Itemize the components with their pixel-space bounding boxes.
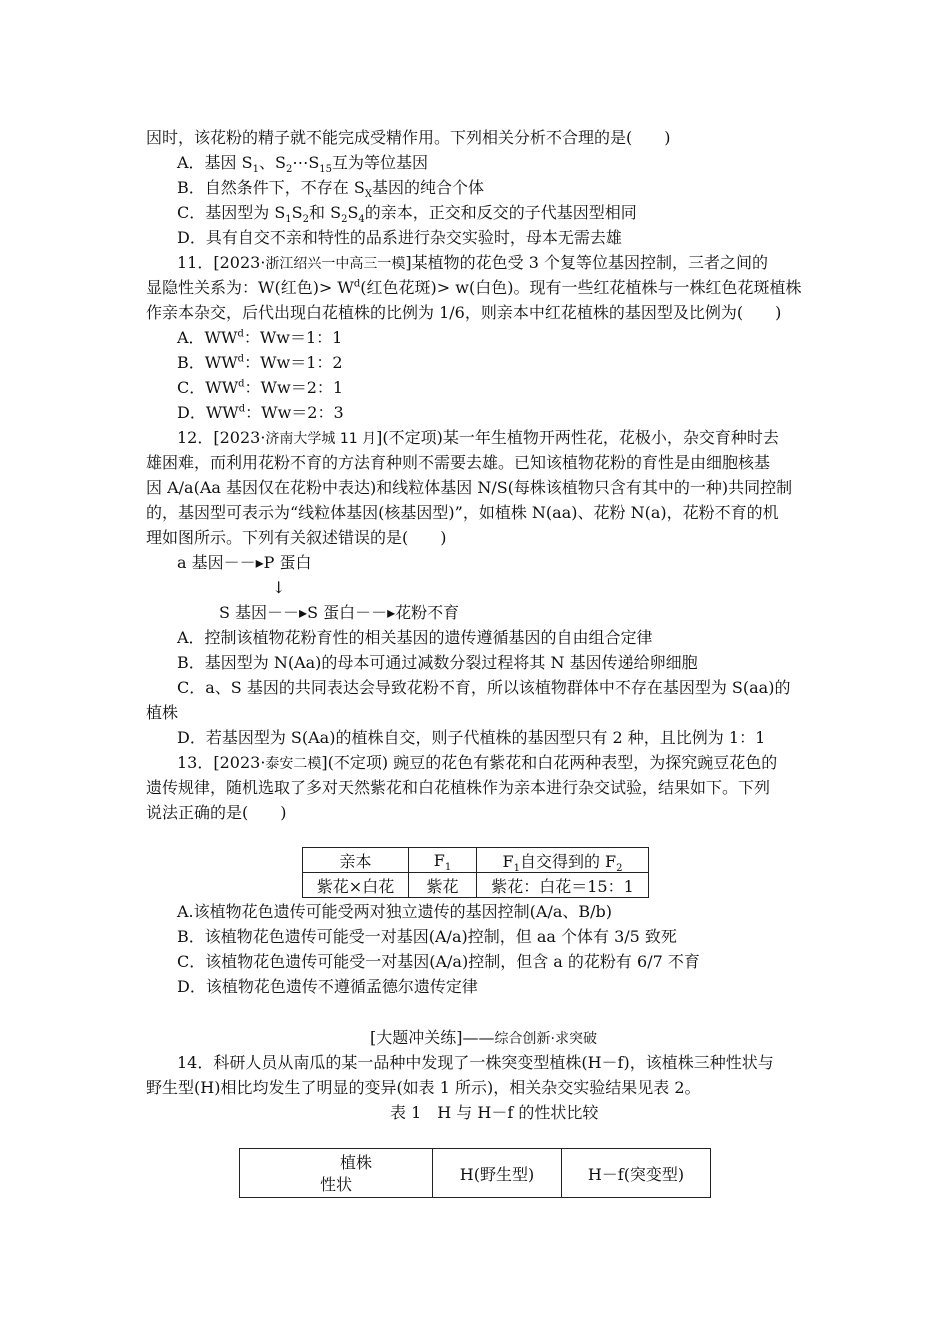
q13-stem-line2: 遗传规律，随机选取了多对天然紫花和白花植株作为亲本进行杂交试验，结果如下。下列 (146, 778, 771, 797)
q12-stem-line4: 的，基因型可表示为“线粒体基因(核基因型)”，如植株 N(aa)、花粉 N(a)，花粉不育的机 (146, 503, 779, 522)
q12-option-d: D．若基因型为 S(Aa)的植株自交，则子代植株的基因型只有 2 种，且比例为 1：1 (177, 728, 766, 747)
q11-option-b: B．$WW^d$：Ww＝1：2 (177, 353, 343, 372)
q11-stem-line1: 11．[2023·浙江绍兴一中高三一模]某植物的花色受 3 个复等位基因控制，三者之间的 (177, 253, 769, 272)
q11-source: 浙江绍兴一中高三一模 (265, 256, 406, 272)
q10-option-d: D．具有自交不亲和特性的品系进行杂交实验时，母本无需去雄 (177, 228, 622, 247)
section-heading: [大题冲关练]——综合创新·求突破 (370, 1028, 597, 1047)
q10-option-b: B．自然条件下，不存在 $S_X$基因的纯合个体 (177, 178, 484, 201)
q14-corner-cell (240, 1149, 433, 1198)
q12-stem-line2: 雄困难，而利用花粉不育的方法育种则不需要去雄。已知该植物花粉的育性是由细胞核基 (146, 453, 771, 472)
q11-option-c: C．$WW^d$：Ww＝2：1 (177, 378, 344, 397)
q12-stem-line3: 因 A/a(Aa 基因仅在花粉中表达)和线粒体基因 N/S(每株该植物只含有其中的一种)共同控制 (146, 478, 793, 497)
q12-option-a: A．控制该植物花粉育性的相关基因的遗传遵循基因的自由组合定律 (177, 628, 653, 647)
q13-option-d: D．该植物花色遗传不遵循孟德尔遗传定律 (177, 977, 478, 996)
q11-option-a: A．$WW^d$：Ww＝1：1 (177, 328, 343, 347)
q10-option-a: A．基因 $S_1$、$S_2\cdots S_{15}$互为等位基因 (177, 153, 429, 176)
q13-cell-f2: 紫花：白花＝15：1 (477, 873, 649, 898)
q14-corner-top: 植株 (340, 1153, 373, 1172)
q14-table-caption: 表 1 H 与 H－f 的性状比较 (390, 1103, 599, 1122)
q14-trait-table (239, 1148, 711, 1198)
q13-option-b: B．该植物花色遗传可能受一对基因(A/a)控制，但 aa 个体有 3/5 致死 (177, 927, 677, 946)
q12-option-c-line1: C．a、S 基因的共同表达会导致花粉不育，所以该植物群体中不存在基因型为 S(aa)的 (177, 678, 791, 697)
q11-stem-line2: 显隐性关系为：W(红色)> $W^d$(红色花斑)> w(白色)。现有一些红花植株与一株红色花斑植株 (146, 278, 802, 297)
q12-stem-line5: 理如图所示。下列有关叙述错误的是( ) (146, 528, 447, 547)
q12-source: 济南大学城 11 月 (265, 431, 377, 447)
q11-stem-line3: 作亲本杂交，后代出现白花植株的比例为 1/6，则亲本中红花植株的基因型及比例为( ) (146, 303, 782, 322)
q13-cell-f1: 紫花 (409, 873, 477, 898)
q14-corner-bottom: 性状 (320, 1175, 353, 1194)
q11-option-d: D．$WW^d$：Ww＝2：3 (177, 403, 344, 422)
q12-diagram-row1: a 基因－－▸P 蛋白 (177, 553, 312, 572)
q12-diagram-row3: S 基因－－▸S 蛋白－－▸花粉不育 (219, 603, 460, 622)
q13-option-c: C．该植物花色遗传可能受一对基因(A/a)控制，但含 a 的花粉有 6/7 不育 (177, 952, 700, 971)
q10-stem-tail: 因时，该花粉的精子就不能完成受精作用。下列相关分析不合理的是( ) (146, 128, 671, 147)
q12-diagram-down-arrow: ↓ (272, 578, 286, 597)
q12-option-c-line2: 植株 (146, 703, 179, 722)
q13-header-f1: $F_1$ (409, 848, 477, 873)
q13-stem-line1: 13．[2023·泰安二模](不定项) 豌豆的花色有紫花和白花两种表型，为探究豌豆花色的 (177, 753, 778, 772)
q14-stem-line2: 野生型(H)相比均发生了明显的变异(如表 1 所示)，相关杂交实验结果见表 2。 (146, 1078, 701, 1097)
q14-col-wild: H(野生型) (433, 1149, 562, 1198)
q14-col-mutant: H－f(突变型) (562, 1149, 711, 1198)
q13-stem-line3: 说法正确的是( ) (146, 803, 287, 822)
q12-stem-line1: 12．[2023·济南大学城 11 月](不定项)某一年生植物开两性花，花极小，杂交育种时去 (177, 428, 779, 447)
q13-header-f2: $F_1$自交得到的 $F_2$ (477, 848, 649, 873)
q13-results-table (302, 847, 649, 898)
q10-option-c: C．基因型为 $S_1S_2$和 $S_2S_4$的亲本，正交和反交的子代基因型相同 (177, 203, 637, 226)
q13-option-a: A.该植物花色遗传可能受两对独立遗传的基因控制(A/a、B/b) (177, 902, 613, 921)
q14-stem-line1: 14．科研人员从南瓜的某一品种中发现了一株突变型植株(H－f)，该植株三种性状与 (177, 1053, 774, 1072)
q13-header-parent: 亲本 (303, 848, 409, 873)
q13-source: 泰安二模 (265, 756, 322, 772)
q13-cell-parent: 紫花×白花 (303, 873, 409, 898)
q12-option-b: B．基因型为 N(Aa)的母本可通过减数分裂过程将其 N 基因传递给卵细胞 (177, 653, 698, 672)
